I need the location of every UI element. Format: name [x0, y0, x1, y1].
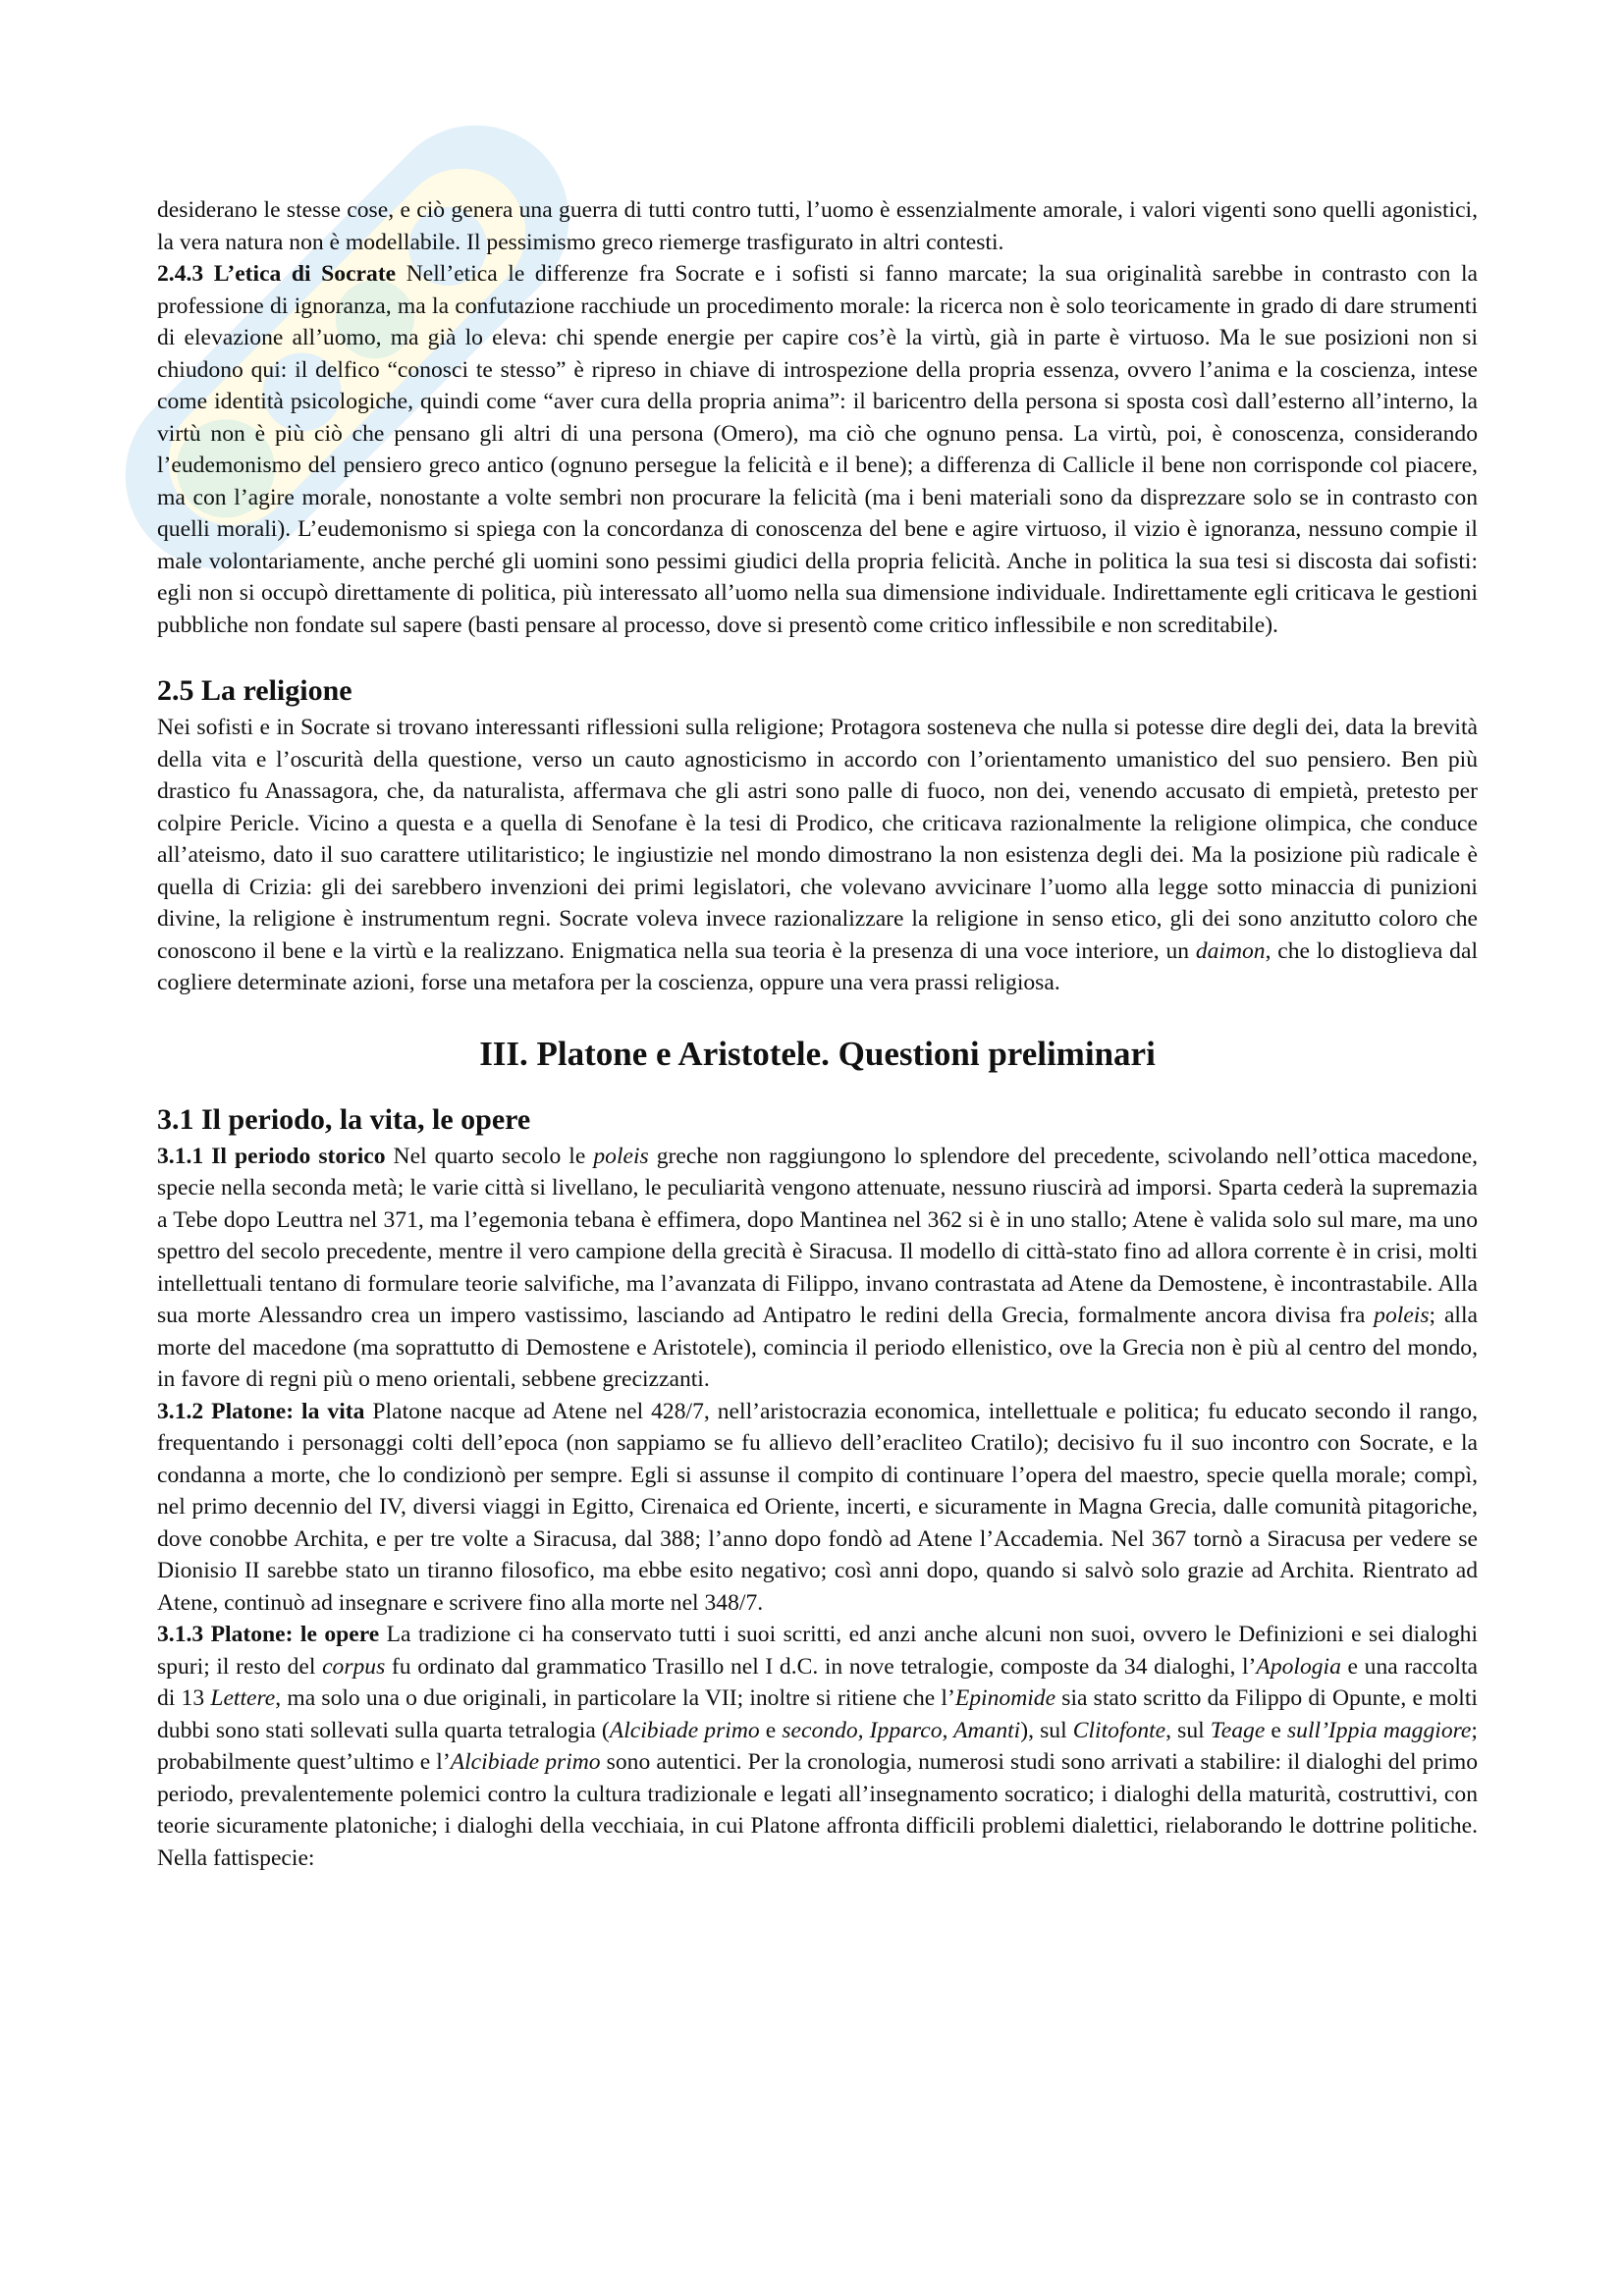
chapter-heading: III. Platone e Aristotele. Questioni preliminari [479, 1034, 1156, 1073]
italic-term: Alcibiade primo [609, 1717, 760, 1743]
italic-term: daimon [1195, 937, 1266, 964]
paragraph [157, 1141, 1478, 1396]
text-run: Nell’etica le differenze fra Socrate e i sofisti si fanno marcate; la sua originalità sarebbe in contrasto con la professione di ignoranza, ma la confutazione racchiude un procedimento morale: la ricerca non è solo teoricamente in grado di dare strumenti di elevazione all’uomo, ma già lo eleva: chi spende energie per capire cos’è la virtù, già in parte è virtuoso. Ma le sue posizioni non si chiudono qui: il delfico “conosci te stesso” è ripreso in chiave di introspezione della propria essenza, ovvero l’anima e la coscienza, intese come identità psicologiche, quindi come “aver cura della propria anima”: il baricentro della persona si sposta così dall’esterno all’interno, la virtù non è più ciò che pensano gli altri di una persona (Omero), ma ciò che ognuno pensa. La virtù, poi, è conoscenza, considerando l’eudemonismo del pensiero greco antico (ognuno persegue la felicità e il bene); a differenza di Callicle il bene non corrisponde col piacere, ma con l’agire morale, nonostante a volte sembri non procurare la felicità (ma i beni materiali sono da disprezzare solo se in contrasto con quelli morali). L’eudemonismo si spiega con la concordanza di conoscenza del bene e agire virtuoso, il vizio è ignoranza, nessuno compie il male volontariamente, anche perché gli uomini sono pessimi giudici della propria felicità. Anche in politica la sua tesi si discosta dai sofisti: egli non si occupò direttamente di politica, più interessato all’uomo nella sua dimensione individuale. Indirettamente egli criticava le gestioni pubbliche non fondate sul sapere (basti pensare al processo, dove si presentò come critico inflessibile e non screditabile). [157, 261, 1478, 638]
subsection-lead: 3.1.2 Platone: la vita [157, 1398, 365, 1424]
text-run: desiderano le stesse cose, e ciò genera una guerra di tutti contro tutti, l’uomo è essenzialmente amorale, i valori vigenti sono quelli agonistici, la vera natura non è modellabile. Il pessimismo greco riemerge trasfigurato in altri contesti. [157, 197, 1478, 255]
italic-term: secondo, Ipparco, Amanti [782, 1717, 1021, 1743]
italic-term: Epinomide [954, 1685, 1056, 1711]
document-page [157, 194, 1478, 1874]
italic-term: corpus [322, 1653, 386, 1680]
text-run: fu ordinato dal grammatico Trasillo nel I d.C. in nove tetralogie, composte da 34 dialoghi, l’ [385, 1653, 1257, 1680]
subsection-lead: 3.1.3 Platone: le opere [157, 1622, 380, 1647]
paragraph [157, 1619, 1478, 1874]
text-run: e [759, 1717, 783, 1743]
paragraph [157, 1396, 1478, 1620]
text-run: La tradizione ci ha conservato tutti i suoi scritti, ed anzi anche alcuni non suoi, ovvero le Definizioni e sei dialoghi spuri; il resto del [157, 1622, 1478, 1680]
paragraph [157, 194, 1478, 258]
subsection-lead: 3.1.1 Il periodo storico [157, 1143, 386, 1169]
section-heading: 2.5 La religione [157, 674, 352, 707]
text-run: greche non raggiungono lo splendore del precedente, scivolando nell’ottica macedone, specie nella seconda metà; le varie città si livellano, le peculiarità vengono attenuate, nessuno riuscirà ad imporsi. Sparta cederà la supremazia a Tebe dopo Leuttra nel 371, ma l’egemonia tebana è effimera, dopo Mantinea nel 362 si è in uno stallo; Atene è valida solo sul mare, ma uno spettro del secolo precedente, mentre il vero campione della grecità è Siracusa. Il modello di città-stato fino ad allora corrente è in crisi, molti intellettuali tentano di formulare teorie salvifiche, ma l’avanzata di Filippo, invano contrastata ad Atene da Demostene, è incontrastabile. Alla sua morte Alessandro crea un impero vastissimo, lasciando ad Antipatro le redini della Grecia, formalmente ancora divisa fra [157, 1143, 1478, 1328]
italic-term: sull’Ippia maggiore [1286, 1717, 1472, 1743]
text-run: ; probabilmente quest’ultimo e l’ [157, 1717, 1478, 1775]
italic-term: poleis [593, 1143, 649, 1169]
italic-term: Alcibiade primo [450, 1749, 601, 1775]
italic-term: Lettere [210, 1685, 276, 1711]
text-run: sono autentici. Per la cronologia, numerosi studi sono arrivati a stabilire: il dialoghi del primo periodo, prevalentemente polemici contro la cultura tradizionale e legati all’insegnamento socratico; i dialoghi della maturità, costruttivi, con teorie sicuramente platoniche; i dialoghi della vecchiaia, in cui Platone affronta difficili problemi dialettici, rielaborando le dottrine politiche. Nella fattispecie: [157, 1749, 1478, 1871]
paragraph [157, 258, 1478, 641]
paragraph [157, 712, 1478, 999]
text-run: sia stato scritto da Filippo di Opunte, e molti dubbi sono stati sollevati sulla quarta tetralogia ( [157, 1685, 1478, 1743]
text-run: Nei sofisti e in Socrate si trovano interessanti riflessioni sulla religione; Protagora sosteneva che nulla si potesse dire degli dei, data la brevità della vita e l’oscurità della questione, verso un cauto agnosticismo in accordo con l’orientamento umanistico del suo pensiero. Ben più drastico fu Anassagora, che, da naturalista, affermava che gli astri sono palle di fuoco, non dei, venendo accusato di empietà, pretesto per colpire Pericle. Vicino a questa e a quella di Senofane è la tesi di Prodico, che criticava razionalmente la religione olimpica, che conduce all’ateismo, dato il suo carattere utilitaristico; le ingiustizie nel mondo dimostrano la non esistenza degli dei. Ma la posizione più radicale è quella di Crizia: gli dei sarebbero invenzioni dei primi legislatori, che volevano avvicinare l’uomo alla legge sotto minaccia di punizioni divine, la religione è instrumentum regni. Socrate voleva invece razionalizzare la religione in senso etico, gli dei sono anzitutto coloro che conoscono il bene e la virtù e la realizzano. Enigmatica nella sua teoria è la presenza di una voce interiore, un [157, 715, 1478, 964]
text-run: e una raccolta di 13 [157, 1653, 1478, 1711]
text-run: ), sul [1020, 1717, 1073, 1743]
italic-term: Apologia [1256, 1653, 1341, 1680]
text-run: Platone nacque ad Atene nel 428/7, nell’aristocrazia economica, intellettuale e politica; fu educato secondo il rango, frequentando i personaggi colti dell’epoca (non sappiamo se fu allievo dell’eracliteo Cratilo); decisivo fu il suo incontro con Socrate, e la condanna a morte, che lo condizionò per sempre. Egli si assunse il compito di continuare l’opera del maestro, specie quella morale; compì, nel primo decennio del IV, diversi viaggi in Egitto, Cirenaica ed Oriente, incerti, e sicuramente in Magna Grecia, dalle comunità pitagoriche, dove conobbe Archita, e per tre volte a Siracusa, dal 388; l’anno dopo fondò ad Atene l’Accademia. Nel 367 tornò a Siracusa per vedere se Dionisio II sarebbe stato un tiranno filosofico, ma ebbe esito negativo; così anni dopo, quando si salvò solo grazie ad Archita. Rientrato ad Atene, continuò ad insegnare e scrivere fino alla morte nel 348/7. [157, 1398, 1479, 1616]
text-run: , che lo distoglieva dal cogliere determinate azioni, forse una metafora per la coscienza, oppure una vera prassi religiosa. [157, 937, 1478, 995]
text-run: e [1265, 1717, 1287, 1743]
italic-term: Teage [1210, 1717, 1266, 1743]
italic-term: poleis [1374, 1303, 1430, 1328]
text-run: , ma solo una o due originali, in particolare la VII; inoltre si ritiene che l’ [275, 1685, 955, 1711]
text-run: ; alla morte del macedone (ma soprattutto di Demostene e Aristotele), comincia il periodo ellenistico, ove la Grecia non è più al centro del mondo, in favore di regni più o meno orientali, sebbene grecizzanti. [157, 1303, 1479, 1392]
italic-term: Clitofonte [1072, 1717, 1166, 1743]
subsection-lead: 2.4.3 L’etica di Socrate [157, 261, 397, 287]
section-heading: 3.1 Il periodo, la vita, le opere [157, 1102, 531, 1136]
text-run: , sul [1165, 1717, 1211, 1743]
text-run: Nel quarto secolo le [385, 1143, 594, 1169]
